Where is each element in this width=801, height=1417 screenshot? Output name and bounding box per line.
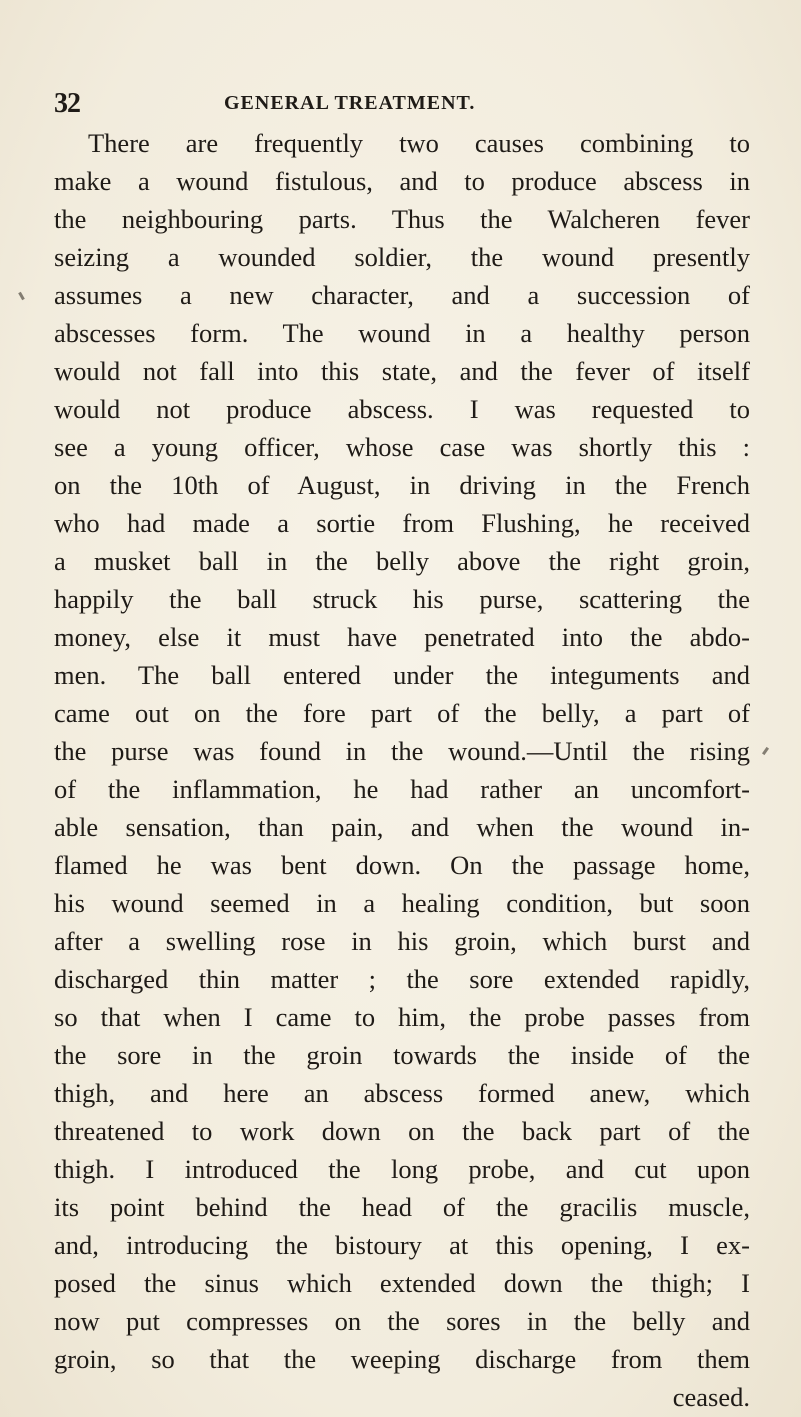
text-line: discharged thin matter ; the sore extended rapidly, bbox=[54, 964, 750, 994]
text-line: seizing a wounded soldier, the wound presently bbox=[54, 242, 750, 272]
text-line: posed the sinus which extended down the thigh; I bbox=[54, 1268, 750, 1298]
running-head: GENERAL TREATMENT. bbox=[224, 92, 476, 114]
text-line: the sore in the groin towards the inside of the bbox=[54, 1040, 750, 1070]
text-line: There are frequently two causes combining to bbox=[88, 128, 750, 158]
margin-mark bbox=[762, 747, 769, 755]
text-line: the purse was found in the wound.—Until the rising bbox=[54, 736, 750, 766]
text-line: the neighbouring parts. Thus the Walcheren fever bbox=[54, 204, 750, 234]
page-number: 32 bbox=[54, 88, 80, 119]
text-line: able sensation, than pain, and when the wound in- bbox=[54, 812, 750, 842]
text-line: men. The ball entered under the integuments and bbox=[54, 660, 750, 690]
text-line: of the inflammation, he had rather an uncomfort- bbox=[54, 774, 750, 804]
text-line: happily the ball struck his purse, scattering the bbox=[54, 584, 750, 614]
text-line: make a wound fistulous, and to produce abscess in bbox=[54, 166, 750, 196]
page-header bbox=[0, 82, 801, 122]
text-line: so that when I came to him, the probe passes from bbox=[54, 1002, 750, 1032]
text-line: thigh. I introduced the long probe, and cut upon bbox=[54, 1154, 750, 1184]
margin-mark bbox=[18, 292, 25, 300]
body-text bbox=[54, 124, 750, 1416]
text-line: his wound seemed in a healing condition, but soon bbox=[54, 888, 750, 918]
text-line: assumes a new character, and a succession of bbox=[54, 280, 750, 310]
text-line: thigh, and here an abscess formed anew, which bbox=[54, 1078, 750, 1108]
text-line: groin, so that the weeping discharge from them bbox=[54, 1344, 750, 1374]
text-line: see a young officer, whose case was shortly this : bbox=[54, 432, 750, 462]
text-line: abscesses form. The wound in a healthy person bbox=[54, 318, 750, 348]
text-line: on the 10th of August, in driving in the French bbox=[54, 470, 750, 500]
text-line: and, introducing the bistoury at this opening, I ex- bbox=[54, 1230, 750, 1260]
text-line: who had made a sortie from Flushing, he received bbox=[54, 508, 750, 538]
text-line: threatened to work down on the back part of the bbox=[54, 1116, 750, 1146]
text-line: came out on the fore part of the belly, a part of bbox=[54, 698, 750, 728]
text-line: flamed he was bent down. On the passage home, bbox=[54, 850, 750, 880]
text-line: after a swelling rose in his groin, which burst and bbox=[54, 926, 750, 956]
text-line: would not produce abscess. I was requested to bbox=[54, 394, 750, 424]
text-line: its point behind the head of the gracilis muscle, bbox=[54, 1192, 750, 1222]
text-line: would not fall into this state, and the fever of itself bbox=[54, 356, 750, 386]
text-line: money, else it must have penetrated into the abdo- bbox=[54, 622, 750, 652]
catchword: ceased. bbox=[672, 1382, 750, 1412]
text-line: a musket ball in the belly above the right groin, bbox=[54, 546, 750, 576]
text-line: now put compresses on the sores in the belly and bbox=[54, 1306, 750, 1336]
